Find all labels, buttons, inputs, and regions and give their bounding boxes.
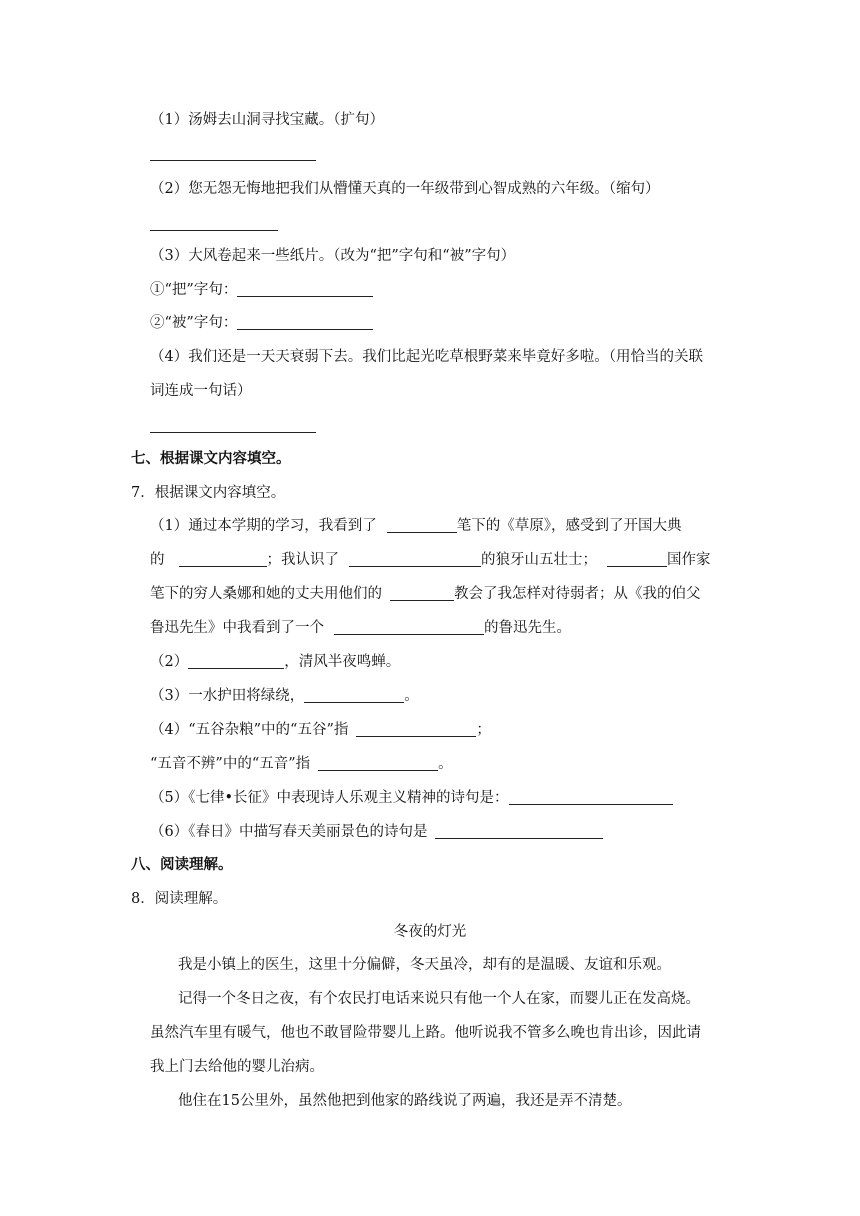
question-7-1-line1: （1）通过本学期的学习，我看到了 笔下的《草原》，感受到了开国大典	[150, 518, 682, 534]
answer-blank-heroes[interactable]	[349, 552, 481, 567]
answer-line-6-2[interactable]	[150, 230, 278, 231]
answer-blank-7-6[interactable]	[435, 824, 603, 839]
section-7-heading: 七、根据课文内容填空。	[131, 450, 291, 467]
answer-line-6-1[interactable]	[150, 160, 316, 161]
passage-title: 冬夜的灯光	[393, 924, 467, 940]
question-7-4-line2: “五音不辨”中的“五音”指 。	[150, 756, 453, 772]
answer-blank-wuyin[interactable]	[318, 756, 438, 771]
answer-blank-ba[interactable]	[237, 282, 373, 297]
passage-paragraph-3: 他住在15公里外，虽然他把到他家的路线说了两遍，我还是弄不清楚。	[178, 1093, 632, 1109]
answer-blank-bei[interactable]	[237, 315, 373, 330]
answer-blank-ceremony[interactable]	[179, 552, 267, 567]
passage-paragraph-1: 我是小镇上的医生，这里十分偏僻，冬天虽冷，却有的是温暖、友谊和乐观。	[178, 957, 671, 973]
question-6-1: （1）汤姆去山洞寻找宝藏。（扩句）	[150, 112, 384, 128]
answer-blank-wugu[interactable]	[356, 722, 476, 737]
question-6-4-line2: 词连成一句话）	[150, 383, 252, 399]
question-7-2: （2） ，清风半夜鸣蝉。	[150, 654, 401, 670]
question-7-3: （3）一水护田将绿绕， 。	[150, 688, 419, 704]
question-6-2: （2）您无怨无悔地把我们从懵懂天真的一年级带到心智成熟的六年级。（缩句）	[150, 181, 660, 197]
answer-blank-7-3[interactable]	[304, 688, 404, 703]
answer-blank-7-2[interactable]	[188, 654, 284, 669]
question-6-3: （3）大风卷起来一些纸片。（改为“把”字句和“被”字句）	[150, 248, 516, 264]
answer-blank-author[interactable]	[387, 518, 457, 533]
question-7-4-line1: （4）“五谷杂粮”中的“五谷”指 ；	[150, 722, 491, 738]
question-7-5: （5）《七律•长征》中表现诗人乐观主义精神的诗句是：	[150, 788, 673, 808]
question-6-3-bei: ②“被”字句：	[150, 313, 373, 333]
question-7-1-line3: 笔下的穷人桑娜和她的丈夫用他们的 教会了我怎样对待弱者；从《我的伯父	[150, 586, 701, 602]
passage-paragraph-2-line1: 记得一个冬日之夜，有个农民打电话来说只有他一个人在家，而婴儿正在发高烧。	[178, 991, 700, 1007]
passage-paragraph-2-line3: 我上门去给他的婴儿治病。	[150, 1059, 324, 1075]
answer-line-6-4[interactable]	[150, 432, 316, 433]
question-8-intro: 8．阅读理解。	[131, 891, 228, 907]
answer-blank-action[interactable]	[390, 586, 454, 601]
section-8-heading: 八、阅读理解。	[131, 856, 233, 873]
answer-blank-country[interactable]	[607, 552, 667, 567]
question-6-3-ba: ①“把”字句：	[150, 280, 373, 300]
answer-blank-luxun[interactable]	[334, 620, 484, 635]
question-7-1-line2: 的 ；我认识了 的狼牙山五壮士； 国作家	[150, 552, 711, 568]
answer-blank-7-5[interactable]	[509, 790, 673, 805]
passage-paragraph-2-line2: 虽然汽车里有暖气，他也不敢冒险带婴儿上路。他听说我不管多么晚也肯出诊，因此请	[150, 1025, 701, 1041]
question-7-intro: 7．根据课文内容填空。	[131, 485, 286, 501]
question-7-1-line4: 鲁迅先生》中我看到了一个 的鲁迅先生。	[150, 620, 571, 636]
question-6-4-line1: （4）我们还是一天天衰弱下去。我们比起光吃草根野菜来毕竟好多啦。（用恰当的关联	[150, 349, 703, 365]
question-7-6: （6）《春日》中描写春天美丽景色的诗句是	[150, 822, 603, 842]
